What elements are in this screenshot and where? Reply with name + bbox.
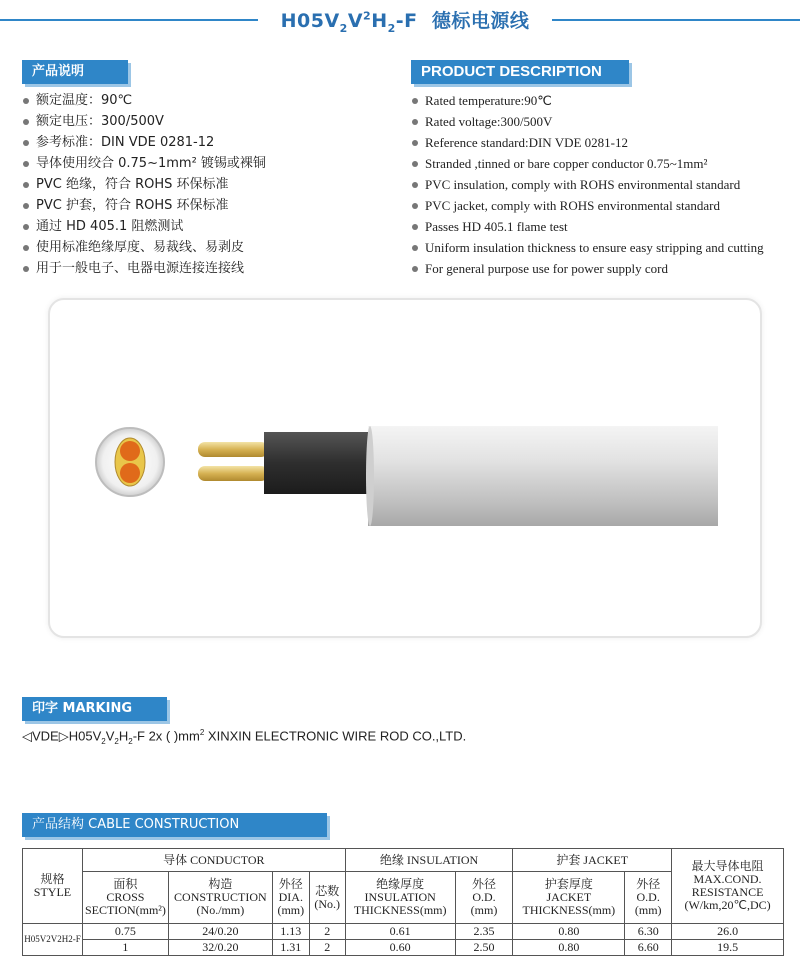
list-item-text: Rated temperature:90℃ <box>425 93 552 108</box>
bullet-icon <box>23 224 29 230</box>
construction-table <box>22 848 784 956</box>
list-item-text: PVC 绝缘，符合 ROHS 环保标准 <box>36 177 229 192</box>
page-title: $H05V_2V^2H_2-F$ 德标电源线 <box>280 9 530 35</box>
list-item-text: Stranded ,tinned or bare copper conductor 0.75~1mm² <box>425 156 708 171</box>
list-item <box>411 90 764 111</box>
list-item <box>22 237 266 258</box>
cell: 0.60 <box>345 940 455 956</box>
desc-cn-heading: 产品说明 <box>22 60 128 84</box>
list-item-text: 用于一般电子、电器电源连接连接线 <box>36 261 245 276</box>
list-item-text: 参考标准：DIN VDE 0281-12 <box>36 135 215 150</box>
title-line-left <box>0 19 258 21</box>
bullet-icon <box>23 119 29 125</box>
cell: 2 <box>309 940 345 956</box>
cell: 0.75 <box>82 924 168 940</box>
triangle-left-icon: ◁ <box>22 728 32 744</box>
header-jacket-thickness: 护套厚度 JACKET THICKNESS(mm) <box>513 872 625 924</box>
marking-heading: 印字 MARKING <box>22 697 167 721</box>
wire-1 <box>198 442 268 457</box>
jacket-edge <box>366 426 374 526</box>
header-cross-section: 面积 CROSS SECTION(mm²) <box>82 872 168 924</box>
bullet-icon <box>412 224 418 230</box>
header-ins-od: 外径 O.D. (mm) <box>455 872 513 924</box>
list-item <box>411 237 764 258</box>
bullet-icon <box>23 140 29 146</box>
bullet-icon <box>23 245 29 251</box>
cell: 26.0 <box>672 924 784 940</box>
bullet-icon <box>23 266 29 272</box>
cell: 19.5 <box>672 940 784 956</box>
wire-2 <box>198 466 268 481</box>
list-item-text: PVC 护套，符合 ROHS 环保标准 <box>36 198 229 213</box>
bullet-icon <box>412 245 418 251</box>
outer-jacket <box>368 426 718 526</box>
bullet-icon <box>412 140 418 146</box>
desc-cn-list <box>22 90 266 279</box>
bullet-icon <box>412 161 418 167</box>
list-item-text: 导体使用绞合 0.75~1mm² 镀锡或裸铜 <box>36 156 266 171</box>
cell: 32/0.20 <box>168 940 272 956</box>
cable-illustration <box>50 300 764 640</box>
list-item-text: 额定温度：90℃ <box>36 93 133 108</box>
inner-insulation <box>264 432 374 494</box>
list-item-text: Uniform insulation thickness to ensure easy stripping and cutting <box>425 240 764 255</box>
list-item <box>22 216 266 237</box>
title-line-right <box>552 19 800 21</box>
style-label: H05V2V2H2-F <box>23 924 83 956</box>
list-item-text: 通过 HD 405.1 阻燃测试 <box>36 219 184 234</box>
list-item-text: For general purpose use for power supply cord <box>425 261 668 276</box>
cell: 2.50 <box>455 940 513 956</box>
list-item <box>22 174 266 195</box>
cell: 1.13 <box>272 924 309 940</box>
header-insulation: 绝缘 INSULATION <box>345 849 513 872</box>
list-item <box>22 111 266 132</box>
cell: 2 <box>309 924 345 940</box>
bullet-icon <box>412 182 418 188</box>
list-item-text: 使用标准绝缘厚度、易裁线、易剥皮 <box>36 240 245 255</box>
header-conductor: 导体 CONDUCTOR <box>82 849 345 872</box>
cell: 0.80 <box>513 940 625 956</box>
list-item <box>22 195 266 216</box>
list-item <box>22 258 266 279</box>
cell: 0.61 <box>345 924 455 940</box>
construction-heading: 产品结构 CABLE CONSTRUCTION <box>22 813 327 837</box>
list-item <box>22 153 266 174</box>
cell: 0.80 <box>513 924 625 940</box>
desc-en-heading: PRODUCT DESCRIPTION <box>411 60 629 84</box>
bullet-icon <box>23 161 29 167</box>
table-row <box>23 940 784 956</box>
cell: 1 <box>82 940 168 956</box>
list-item-text: Reference standard:DIN VDE 0281-12 <box>425 135 628 150</box>
bullet-icon <box>412 119 418 125</box>
list-item <box>411 216 764 237</box>
cell: 2.35 <box>455 924 513 940</box>
bullet-icon <box>23 98 29 104</box>
list-item <box>411 132 764 153</box>
cell: 6.30 <box>625 924 672 940</box>
marking-text: $◁VDE▷H05V_2V_2H_2-F$ 2x ( )$mm^2$ XINXIN ELECTRONIC WIRE ROD CO.,LTD. <box>22 728 467 746</box>
bullet-icon <box>23 182 29 188</box>
list-item <box>411 195 764 216</box>
bullet-icon <box>412 98 418 104</box>
header-style: 规格 STYLE <box>23 849 83 924</box>
list-item-text: PVC jacket, comply with ROHS environmental standard <box>425 198 720 213</box>
list-item-text: 额定电压：300/500V <box>36 114 164 129</box>
list-item <box>22 132 266 153</box>
title-bar <box>0 0 800 40</box>
header-max-resistance: 最大导体电阻 MAX.COND. RESISTANCE (W/km,20℃,DC) <box>672 849 784 924</box>
header-diameter: 外径 DIA. (mm) <box>272 872 309 924</box>
list-item-text: Rated voltage:300/500V <box>425 114 553 129</box>
list-item <box>411 174 764 195</box>
table-row <box>23 924 784 940</box>
cable-photo <box>48 298 762 638</box>
desc-en-list <box>411 90 764 279</box>
cell: 1.31 <box>272 940 309 956</box>
header-jacket-od: 外径 O.D. (mm) <box>625 872 672 924</box>
list-item <box>22 90 266 111</box>
list-item <box>411 111 764 132</box>
bullet-icon <box>412 266 418 272</box>
header-ins-thickness: 绝缘厚度 INSULATION THICKNESS(mm) <box>345 872 455 924</box>
list-item <box>411 153 764 174</box>
list-item <box>411 258 764 279</box>
cross-section-icon <box>96 428 164 496</box>
cell: 24/0.20 <box>168 924 272 940</box>
bullet-icon <box>412 203 418 209</box>
triangle-right-icon: ▷ <box>58 728 69 744</box>
bullet-icon <box>23 203 29 209</box>
list-item-text: PVC insulation, comply with ROHS environmental standard <box>425 177 741 192</box>
header-construction: 构造 CONSTRUCTION (No./mm) <box>168 872 272 924</box>
header-jacket: 护套 JACKET <box>513 849 672 872</box>
cell: 6.60 <box>625 940 672 956</box>
list-item-text: Passes HD 405.1 flame test <box>425 219 568 234</box>
header-cores: 芯数 (No.) <box>309 872 345 924</box>
